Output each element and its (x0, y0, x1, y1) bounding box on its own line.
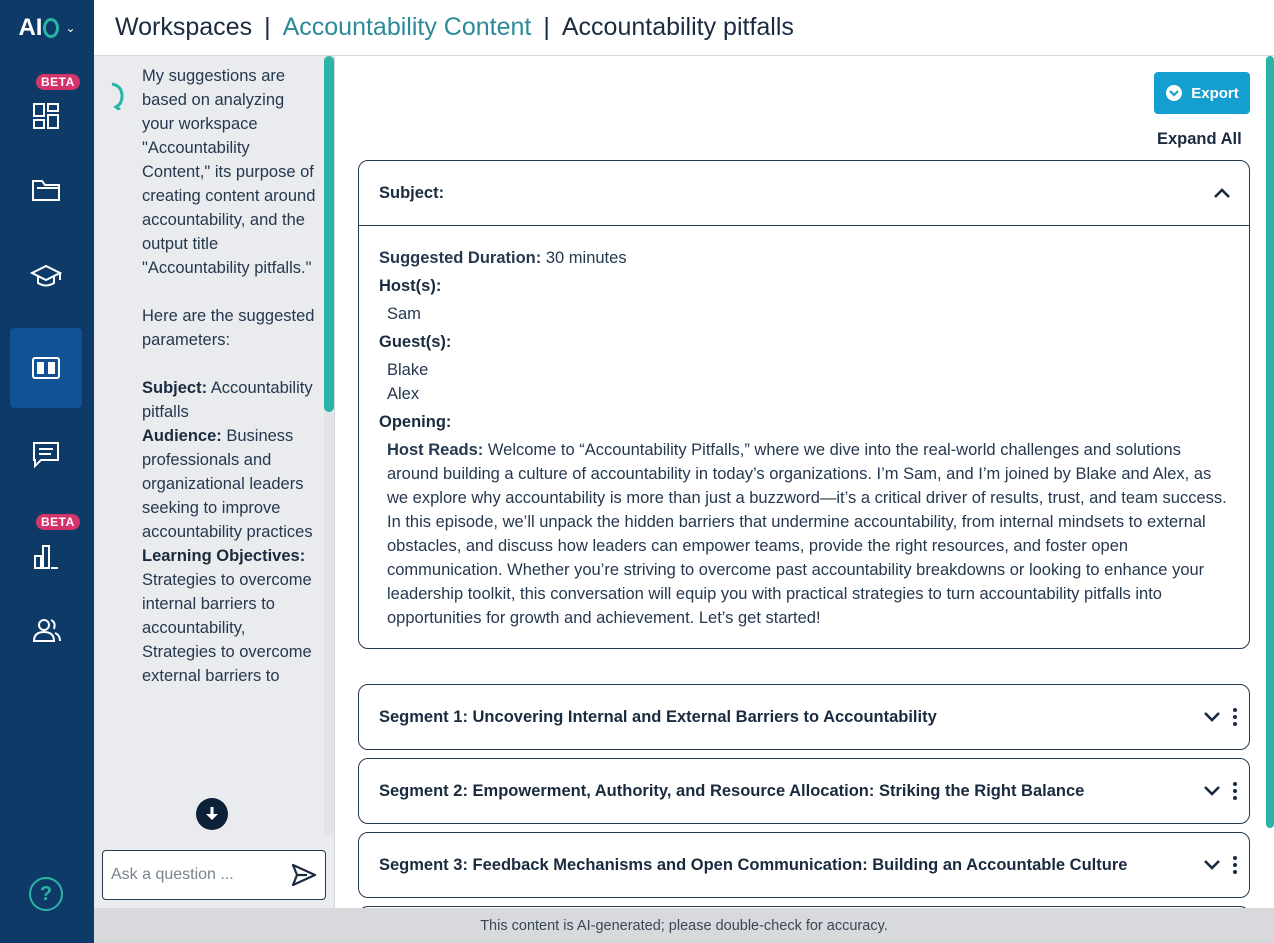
app-logo-menu[interactable] (0, 0, 94, 56)
rail-item-folders[interactable] (10, 150, 82, 230)
graduation-cap-icon (30, 260, 62, 292)
param-audience-value: Business professionals and organizational leaders seeking to improve accountability practices (142, 427, 313, 541)
subject-card (358, 160, 1250, 649)
scroll-down-button[interactable] (196, 798, 228, 830)
folder-icon (30, 174, 62, 206)
chevron-down-icon[interactable] (1203, 859, 1221, 871)
ask-question-input[interactable] (111, 866, 281, 884)
param-objectives-label: Learning Objectives: (142, 547, 306, 565)
param-audience-label: Audience: (142, 427, 222, 445)
host-reads-label: Host Reads: (387, 441, 484, 459)
chevron-down-icon: ⌄ (65, 21, 76, 35)
breadcrumb-workspaces[interactable]: Workspaces (115, 13, 253, 41)
breadcrumb (94, 0, 1274, 56)
segment-title[interactable]: Segment 2: Empowerment, Authority, and Resource Allocation: Striking the Right Balance (379, 781, 1085, 800)
rail-item-dashboard[interactable] (10, 68, 82, 148)
ai-disclaimer: This content is AI-generated; please double-check for accuracy. (94, 908, 1274, 943)
assistant-panel (94, 56, 334, 908)
chevron-up-icon[interactable] (1213, 187, 1231, 199)
chat-scrollbar-thumb[interactable] (324, 56, 334, 412)
beta-badge: BETA (36, 74, 80, 90)
segment-header (359, 833, 1249, 897)
chevron-down-icon[interactable] (1203, 711, 1221, 723)
param-subject-label: Subject: (142, 379, 208, 397)
opening-label: Opening: (379, 413, 452, 431)
rail-item-content[interactable] (10, 328, 82, 408)
host-name: Sam (387, 305, 421, 323)
breadcrumb-workspace[interactable]: Accountability Content (282, 13, 532, 41)
export-button[interactable] (1154, 72, 1250, 114)
help-icon: ? (39, 882, 53, 905)
chevron-down-icon[interactable] (1203, 785, 1221, 797)
segment-title[interactable]: Segment 3: Feedback Mechanisms and Open Communication: Building an Accountable Culture (379, 855, 1128, 874)
breadcrumb-separator: | (264, 13, 271, 41)
subject-card-header[interactable] (359, 161, 1249, 225)
dashboard-icon (30, 100, 62, 132)
segment-card (358, 758, 1250, 824)
check-circle-icon (1165, 84, 1183, 102)
hosts-label: Host(s): (379, 277, 442, 295)
more-options-icon[interactable] (1227, 856, 1243, 874)
arrow-down-icon (202, 804, 222, 824)
segment-card (358, 832, 1250, 898)
assistant-intro: My suggestions are based on analyzing your workspace "Accountability Content," its purpose of creating content around accountability, and the output title "Accountability pitfalls." (142, 67, 316, 277)
guest-name: Blake (387, 361, 429, 379)
more-options-icon[interactable] (1227, 708, 1243, 726)
guests-label: Guest(s): (379, 333, 452, 351)
users-icon (30, 614, 62, 646)
chat-icon (30, 438, 62, 470)
main-scrollbar-thumb[interactable] (1266, 56, 1274, 828)
breadcrumb-separator: | (543, 13, 550, 41)
bar-chart-icon (30, 540, 62, 572)
app-logo: AI (18, 14, 59, 42)
assistant-params-intro: Here are the suggested parameters: (142, 307, 315, 349)
param-objectives-value: Strategies to overcome internal barriers to accountability, Strategies to overcome external barriers to (142, 571, 312, 685)
rail-item-learning[interactable] (10, 236, 82, 316)
book-icon (30, 352, 62, 384)
rail-item-users[interactable] (10, 590, 82, 670)
export-label: Export (1191, 84, 1239, 102)
subject-card-title: Subject: (379, 183, 445, 202)
assistant-message (142, 64, 320, 688)
left-rail (0, 0, 94, 943)
aiq-logo-icon (43, 18, 59, 38)
segment-header (359, 759, 1249, 823)
outline-panel (335, 56, 1265, 908)
more-options-icon[interactable] (1227, 782, 1243, 800)
param-subject-value: Accountability pitfalls (142, 379, 313, 421)
beta-badge: BETA (36, 514, 80, 530)
assistant-messages[interactable] (94, 56, 334, 836)
guest-name: Alex (387, 385, 420, 403)
segment-header (359, 685, 1249, 749)
rail-item-chat[interactable] (10, 414, 82, 494)
duration-label: Suggested Duration: (379, 249, 542, 267)
segment-card (358, 684, 1250, 750)
expand-all-link[interactable]: Expand All (1157, 130, 1242, 148)
send-icon (291, 862, 317, 888)
send-button[interactable] (289, 860, 319, 890)
host-reads-text: Welcome to “Accountability Pitfalls,” where we dive into the real-world challenges and solutions around building a culture of accountability in today’s organizations. I’m Sam, and I’m joined by Blake and Alex, as we explore why accountability is more than just a buzzword—it’s a critical driver of results, trust, and team success. In this episode, we’ll unpack the hidden barriers that undermine accountability, from internal mindsets to external obstacles, and discuss how leaders can empower teams, provide the right resources, and foster open communication. Whether you’re striving to overcome past accountability breakdowns or looking to enhance your leadership toolkit, this conversation will equip you with practical strategies to turn accountability pitfalls into opportunities for growth and achievement. Let’s get started! (387, 441, 1227, 627)
help-button[interactable] (29, 877, 63, 911)
subject-card-body (359, 225, 1249, 648)
duration-value: 30 minutes (545, 249, 627, 267)
opening-text (379, 438, 1229, 630)
assistant-avatar-icon (110, 82, 124, 110)
rail-item-analytics[interactable] (10, 508, 82, 588)
ask-question-box (102, 850, 326, 900)
page-title: Accountability pitfalls (561, 13, 794, 41)
segment-title[interactable]: Segment 1: Uncovering Internal and External Barriers to Accountability (379, 707, 937, 726)
